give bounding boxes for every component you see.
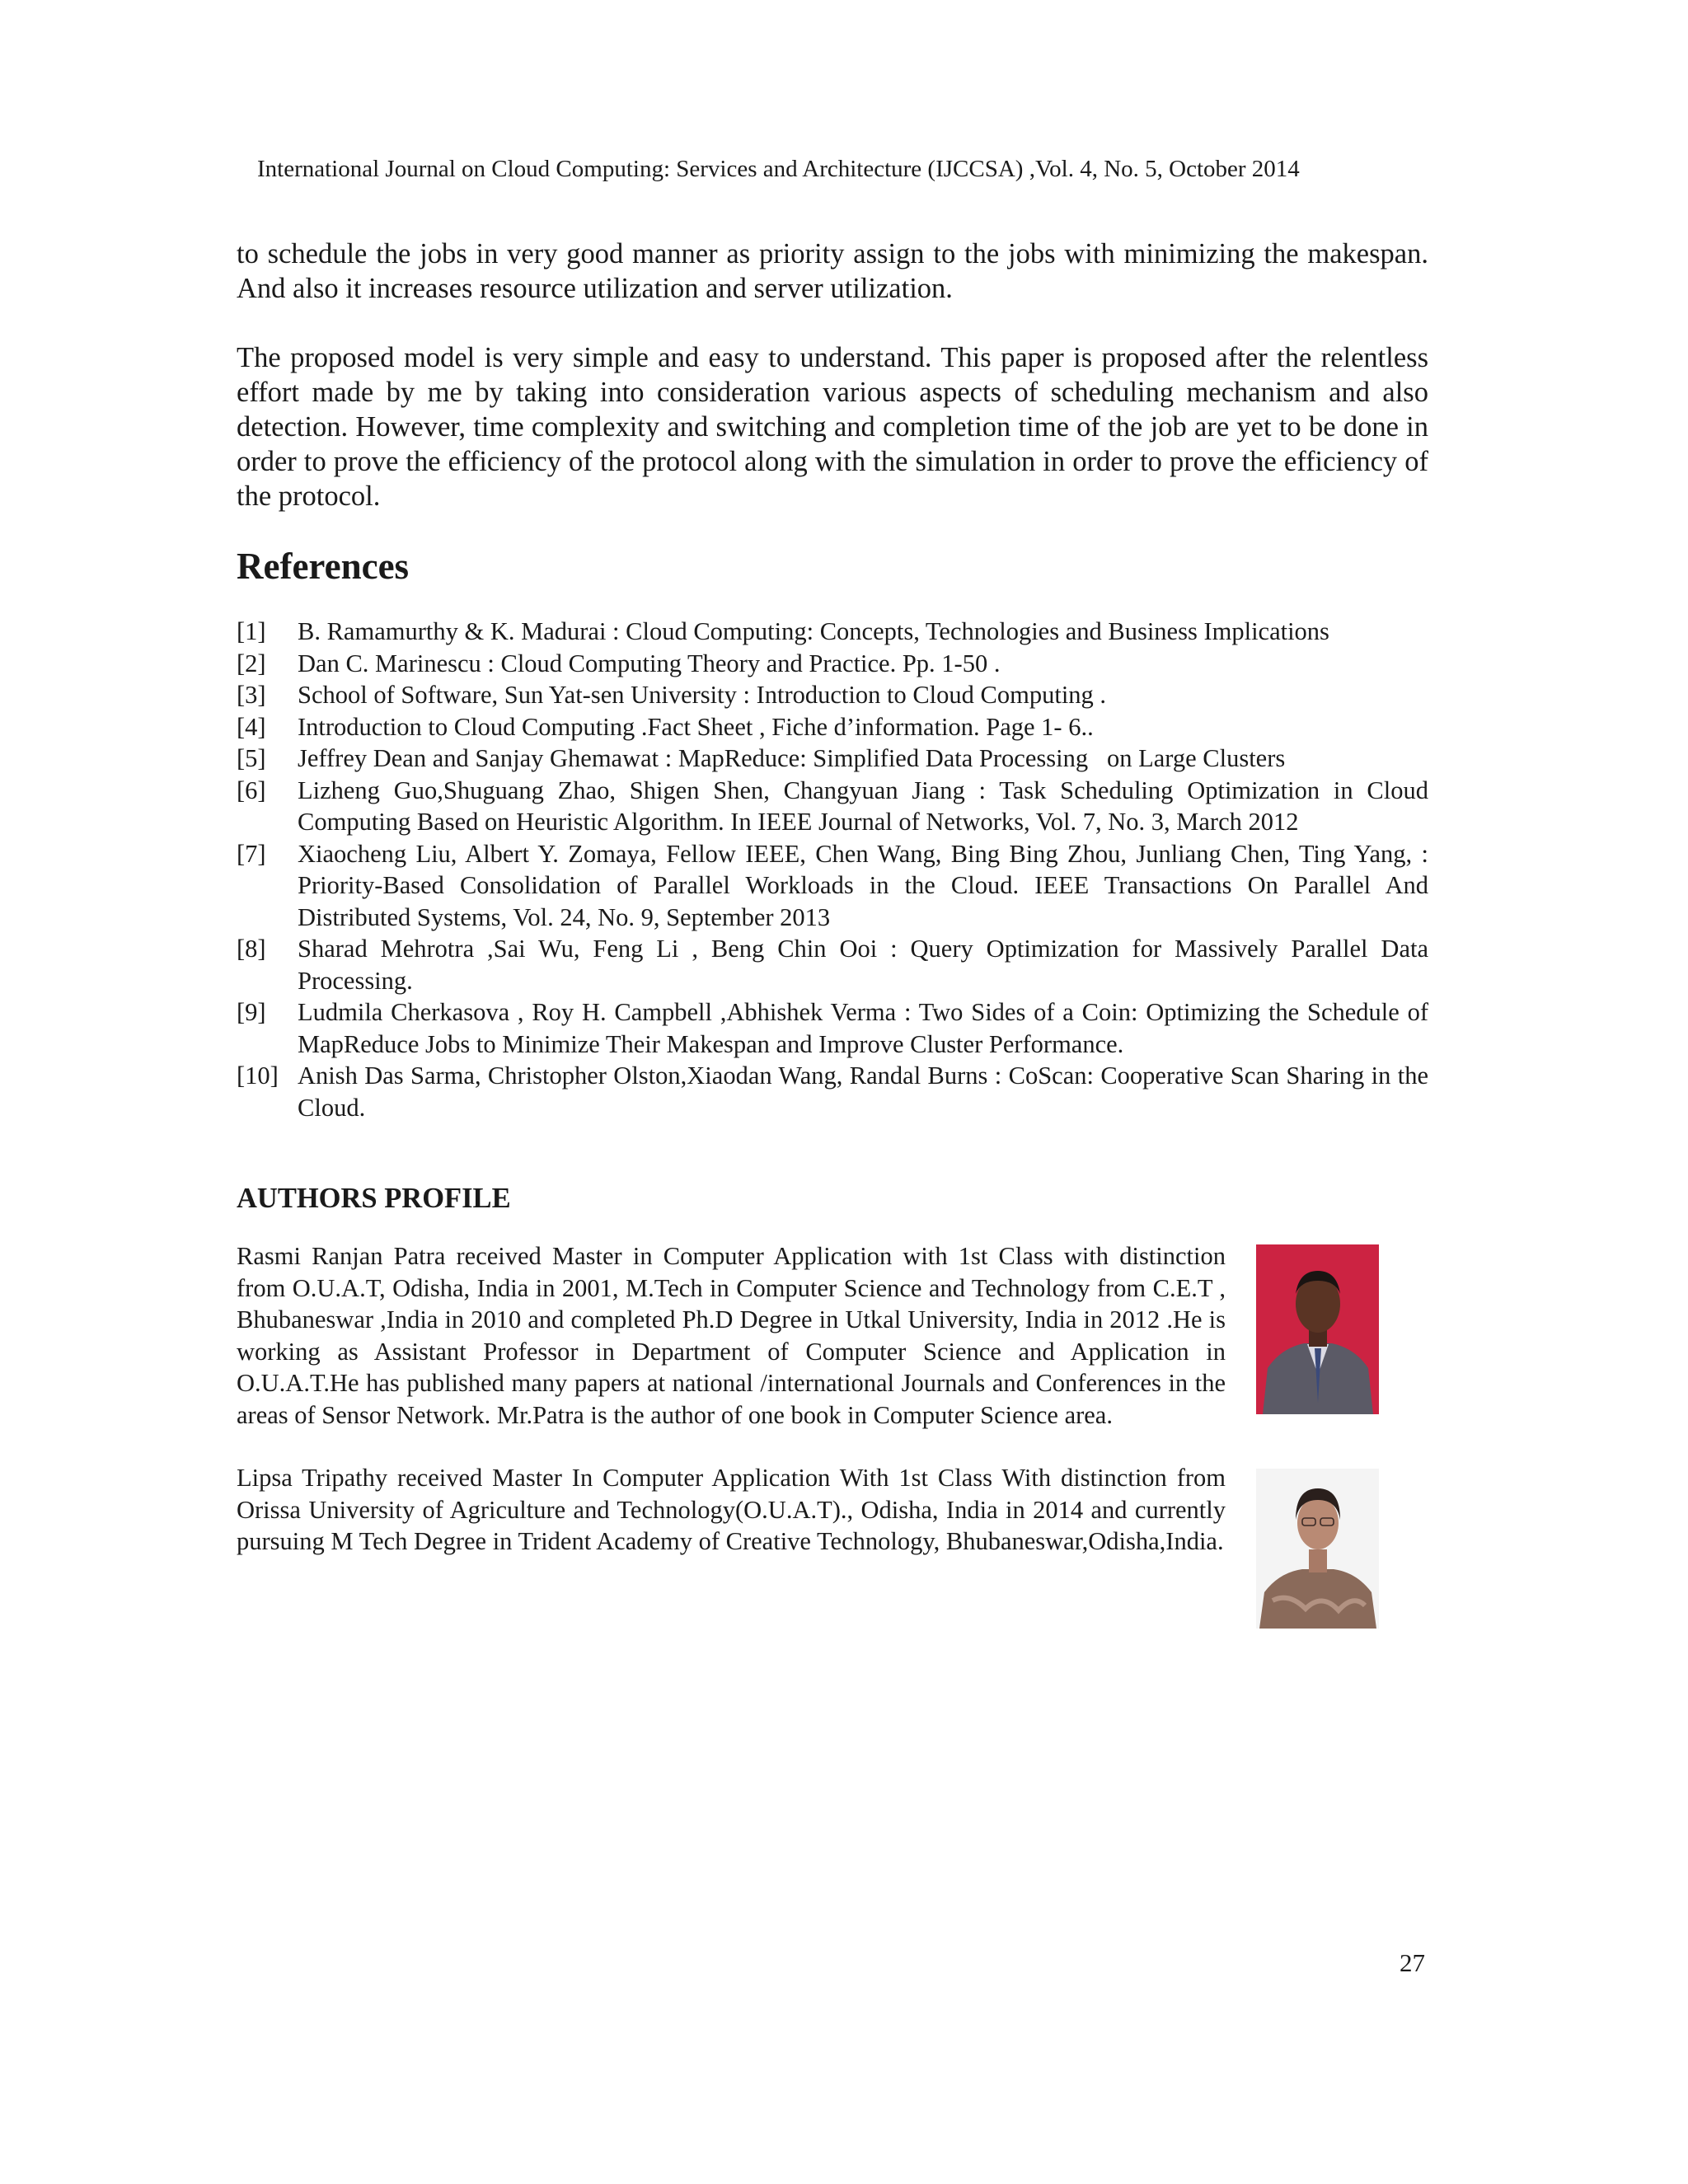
reference-text: Lizheng Guo,Shuguang Zhao, Shigen Shen, Changyuan Jiang : Task Scheduling Optimization in Cloud Computing Based on Heuristic Algorithm. In IEEE Journal of Networks, Vol. 7, No. 3, March 2012 [298, 776, 1428, 836]
author-bio: Rasmi Ranjan Patra received Master in Computer Application with 1st Class with distinction from O.U.A.T, Odisha, India in 2001, M.Tech in Computer Science and Technology from C.E.T , Bhubaneswar ,India in 2010 and completed Ph.D Degree in Utkal University, India in 2012 .He is working as Assistant Professor in Department of Computer Science and Application in O.U.A.T.He has published many papers at national /international Journals and Conferences in the areas of Sensor Network. Mr.Patra is the author of one book in Computer Science area. [237, 1242, 1226, 1429]
reference-number: [9] [237, 998, 266, 1026]
reference-number: [3] [237, 681, 266, 709]
reference-item [237, 996, 1428, 1060]
reference-text: Xiaocheng Liu, Albert Y. Zomaya, Fellow IEEE, Chen Wang, Bing Bing Zhou, Junliang Chen, Ting Yang, : Priority-Based Consolidation of Parallel Workloads in the Cloud. IEEE Transactions On Parallel And Distributed Systems, Vol. 24, No. 9, September 2013 [298, 839, 1428, 931]
reference-number: [2] [237, 649, 266, 677]
reference-text: School of Software, Sun Yat-sen University : Introduction to Cloud Computing . [298, 681, 1107, 709]
reference-text: Jeffrey Dean and Sanjay Ghemawat : MapReduce: Simplified Data Processing on Large Clusters [298, 744, 1286, 772]
authors-profile-heading: AUTHORS PROFILE [237, 1183, 511, 1214]
references-heading: References [237, 546, 410, 587]
reference-text: Ludmila Cherkasova , Roy H. Campbell ,Abhishek Verma : Two Sides of a Coin: Optimizing the Schedule of MapReduce Jobs to Minimize Their Makespan and Improve Cluster Performance. [298, 998, 1428, 1058]
reference-text: Introduction to Cloud Computing .Fact Sheet , Fiche d’information. Page 1- 6.. [298, 712, 1094, 741]
reference-number: [10] [237, 1062, 279, 1090]
reference-item [237, 616, 1428, 648]
reference-item [237, 679, 1428, 711]
reference-text: Anish Das Sarma, Christopher Olston,Xiaodan Wang, Randal Burns : CoScan: Cooperative Scan Sharing in the Cloud. [298, 1062, 1428, 1122]
reference-item [237, 711, 1428, 743]
body-paragraph: The proposed model is very simple and easy to understand. This paper is proposed after the relentless effort made by me by taking into consideration various aspects of scheduling mechanism and also detection. However, time complexity and switching and completion time of the job are yet to be done in order to prove the efficiency of the protocol along with the simulation in order to prove the efficiency of the protocol. [237, 342, 1428, 512]
reference-number: [4] [237, 712, 266, 741]
reference-item [237, 648, 1428, 680]
author-bio: Lipsa Tripathy received Master In Computer Application With 1st Class With distinction from Orissa University of Agriculture and Technology(O.U.A.T)., Odisha, India in 2014 and currently pursuing M Tech Degree in Trident Academy of Creative Technology, Bhubaneswar,Odisha,India. [237, 1464, 1226, 1555]
reference-number: [7] [237, 839, 266, 868]
reference-text: Sharad Mehrotra ,Sai Wu, Feng Li , Beng Chin Ooi : Query Optimization for Massively Parallel Data Processing. [298, 935, 1428, 995]
reference-item [237, 838, 1428, 934]
reference-number: [5] [237, 744, 266, 772]
reference-number: [6] [237, 776, 266, 804]
reference-text: Dan C. Marinescu : Cloud Computing Theory and Practice. Pp. 1-50 . [298, 649, 1001, 677]
page-number: 27 [1400, 1948, 1425, 1977]
running-header: International Journal on Cloud Computing: Services and Architecture (IJCCSA) ,Vol. 4, No. 5, October 2014 [257, 156, 1300, 182]
author-photo [1256, 1244, 1379, 1414]
reference-item [237, 743, 1428, 775]
reference-text: B. Ramamurthy & K. Madurai : Cloud Computing: Concepts, Technologies and Business Implications [298, 617, 1329, 645]
author-profile [237, 1462, 1226, 1558]
page-content [237, 237, 1428, 1558]
author-photo [1256, 1469, 1379, 1629]
body-paragraph: to schedule the jobs in very good manner as priority assign to the jobs with minimizing the makespan. And also it increases resource utilization and server utilization. [237, 238, 1428, 304]
reference-list [237, 616, 1428, 1123]
reference-number: [8] [237, 935, 266, 963]
reference-number: [1] [237, 617, 266, 645]
reference-item [237, 1060, 1428, 1123]
reference-item [237, 775, 1428, 838]
author-profile [237, 1240, 1226, 1431]
reference-item [237, 933, 1428, 996]
